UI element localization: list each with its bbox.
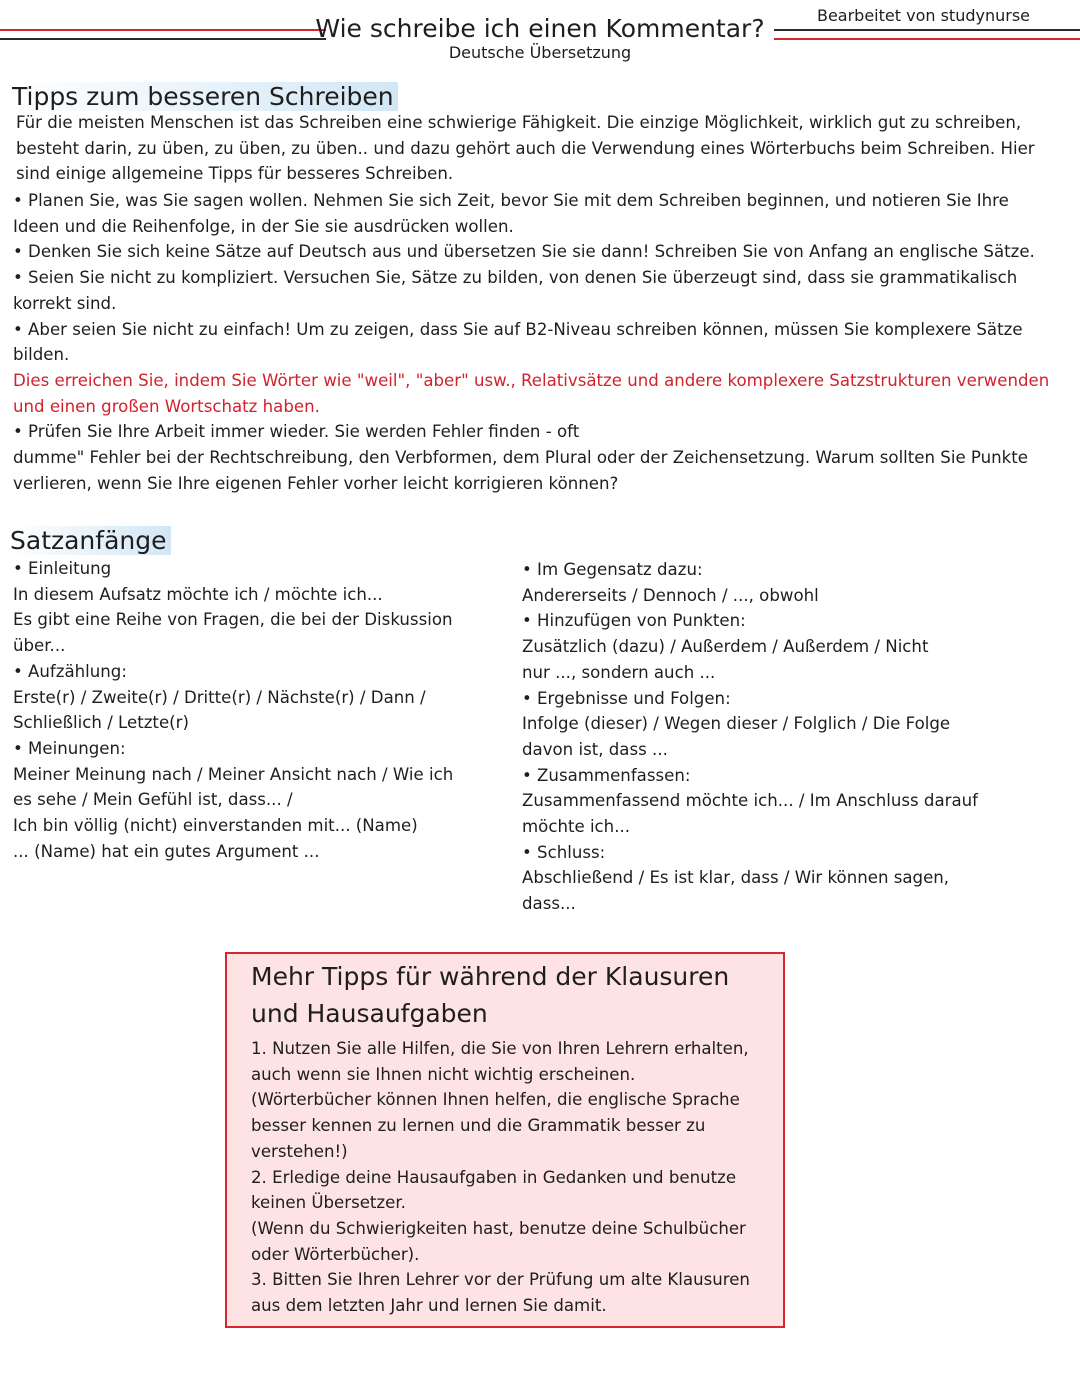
phrase-line: Erste(r) / Zweite(r) / Dritte(r) / Nächste(r) / Dann / (13, 687, 426, 707)
tips-intro-line: besteht darin, zu üben, zu üben, zu üben.. und dazu gehört auch die Verwendung eines Wörterbuchs beim Schreiben. Hier (16, 138, 1035, 158)
more-tips-line: aus dem letzten Jahr und lernen Sie damit. (251, 1296, 607, 1316)
more-tips-line: (Wenn du Schwierigkeiten hast, benutze deine Schulbücher (251, 1218, 746, 1238)
phrase-line: Andererseits / Dennoch / ..., obwohl (522, 585, 819, 605)
tips-line: • Planen Sie, was Sie sagen wollen. Nehmen Sie sich Zeit, bevor Sie mit dem Schreiben beginnen, und notieren Sie Ihre (13, 191, 1009, 210)
more-tips-line: verstehen!) (251, 1141, 348, 1161)
phrase-line: • Hinzufügen von Punkten: (522, 611, 746, 631)
phrase-line: In diesem Aufsatz möchte ich / möchte ich... (13, 584, 383, 604)
more-tips-line: 2. Erledige deine Hausaufgaben in Gedanken und benutze (251, 1167, 737, 1187)
page-title: Wie schreibe ich einen Kommentar? (315, 14, 765, 43)
more-tips-line: keinen Übersetzer. (251, 1193, 406, 1213)
more-tips-line: (Wörterbücher können Ihnen helfen, die englische Sprache (251, 1090, 740, 1110)
satzanfaenge-heading (10, 526, 171, 555)
phrase-line: ... (Name) hat ein gutes Argument ... (13, 841, 320, 861)
tips-highlight-line: Dies erreichen Sie, indem Sie Wörter wie "weil", "aber" usw., Relativsätze und andere komplexere Satzstrukturen verwenden (13, 370, 1050, 390)
phrase-line: davon ist, dass ... (522, 739, 668, 759)
tips-intro (16, 110, 1066, 187)
satzanfaenge-heading-text: Satzanfänge (10, 526, 167, 555)
phrase-line: • Schluss: (522, 842, 606, 862)
tips-heading-text: Tipps zum besseren Schreiben (12, 82, 394, 111)
tips-highlight-line: und einen großen Wortschatz haben. (13, 396, 320, 416)
phrase-line: nur ..., sondern auch ... (522, 662, 716, 682)
phrase-line: Es gibt eine Reihe von Fragen, die bei der Diskussion (13, 610, 453, 630)
more-tips-body (251, 1036, 771, 1319)
page-subtitle: Deutsche Übersetzung (448, 43, 632, 62)
phrase-line: • Meinungen: (13, 738, 126, 758)
tips-line: Ideen und die Reihenfolge, in der Sie sie ausdrücken wollen. (13, 216, 514, 236)
tips-list (13, 188, 1073, 496)
tips-line: dumme" Fehler bei der Rechtschreibung, den Verbformen, dem Plural oder der Zeichensetzung. Warum sollten Sie Punkte (13, 448, 1028, 468)
tips-line: • Seien Sie nicht zu kompliziert. Versuchen Sie, Sätze zu bilden, von denen Sie überzeugt sind, dass sie grammatikalisch (13, 268, 1018, 288)
tips-line: • Aber seien Sie nicht zu einfach! Um zu zeigen, dass Sie auf B2-Niveau schreiben können, müssen Sie komplexere Sätze (13, 319, 1023, 339)
phrase-line: • Aufzählung: (13, 661, 127, 681)
more-tips-title (251, 958, 771, 1032)
more-tips-line: oder Wörterbücher). (251, 1244, 420, 1264)
phrase-line: • Zusammenfassen: (522, 765, 691, 785)
more-tips-title-line: Mehr Tipps für während der Klausuren (251, 962, 730, 991)
more-tips-line: 1. Nutzen Sie alle Hilfen, die Sie von Ihren Lehrern erhalten, (251, 1039, 749, 1058)
phrase-line: • Im Gegensatz dazu: (522, 560, 703, 579)
editor-credit: Bearbeitet von studynurse (816, 6, 1030, 25)
more-tips-title-line: und Hausaufgaben (251, 999, 488, 1028)
more-tips-line: 3. Bitten Sie Ihren Lehrer vor der Prüfung um alte Klausuren (251, 1270, 750, 1290)
more-tips-line: besser kennen zu lernen und die Grammatik besser zu (251, 1116, 706, 1136)
more-tips-box (225, 952, 785, 1328)
phrase-line: Abschließend / Es ist klar, dass / Wir können sagen, (522, 868, 950, 888)
phrase-line: Ich bin völlig (nicht) einverstanden mit... (Name) (13, 816, 418, 836)
tips-intro-line: Für die meisten Menschen ist das Schreiben eine schwierige Fähigkeit. Die einzige Möglichkeit, wirklich gut zu schreiben, (16, 113, 1022, 132)
tips-line: • Denken Sie sich keine Sätze auf Deutsch aus und übersetzen Sie sie dann! Schreiben Sie von Anfang an englische Sätze. (13, 242, 1035, 262)
satzanfaenge-left-column (13, 556, 493, 864)
satzanfaenge-right-column (522, 557, 1042, 917)
phrase-line: dass... (522, 894, 576, 914)
phrase-line: Schließlich / Letzte(r) (13, 713, 189, 733)
tips-line: korrekt sind. (13, 293, 117, 313)
more-tips-line: auch wenn sie Ihnen nicht wichtig erscheinen. (251, 1064, 636, 1084)
phrase-line: Zusammenfassend möchte ich... / Im Anschluss darauf (522, 791, 978, 811)
phrase-line: Meiner Meinung nach / Meiner Ansicht nach / Wie ich (13, 764, 454, 784)
tips-line: • Prüfen Sie Ihre Arbeit immer wieder. Sie werden Fehler finden - oft (13, 422, 580, 442)
phrase-line: Zusätzlich (dazu) / Außerdem / Außerdem / Nicht (522, 637, 929, 657)
phrase-line: über... (13, 636, 66, 656)
tips-line: verlieren, wenn Sie Ihre eigenen Fehler vorher leicht korrigieren können? (13, 473, 619, 493)
tips-line: bilden. (13, 345, 70, 365)
phrase-line: es sehe / Mein Gefühl ist, dass... / (13, 790, 293, 810)
tips-heading (12, 82, 398, 111)
phrase-line: Infolge (dieser) / Wegen dieser / Folglich / Die Folge (522, 714, 951, 734)
phrase-line: • Einleitung (13, 559, 112, 578)
tips-intro-line: sind einige allgemeine Tipps für besseres Schreiben. (16, 164, 454, 184)
phrase-line: möchte ich... (522, 817, 631, 837)
phrase-line: • Ergebnisse und Folgen: (522, 688, 731, 708)
